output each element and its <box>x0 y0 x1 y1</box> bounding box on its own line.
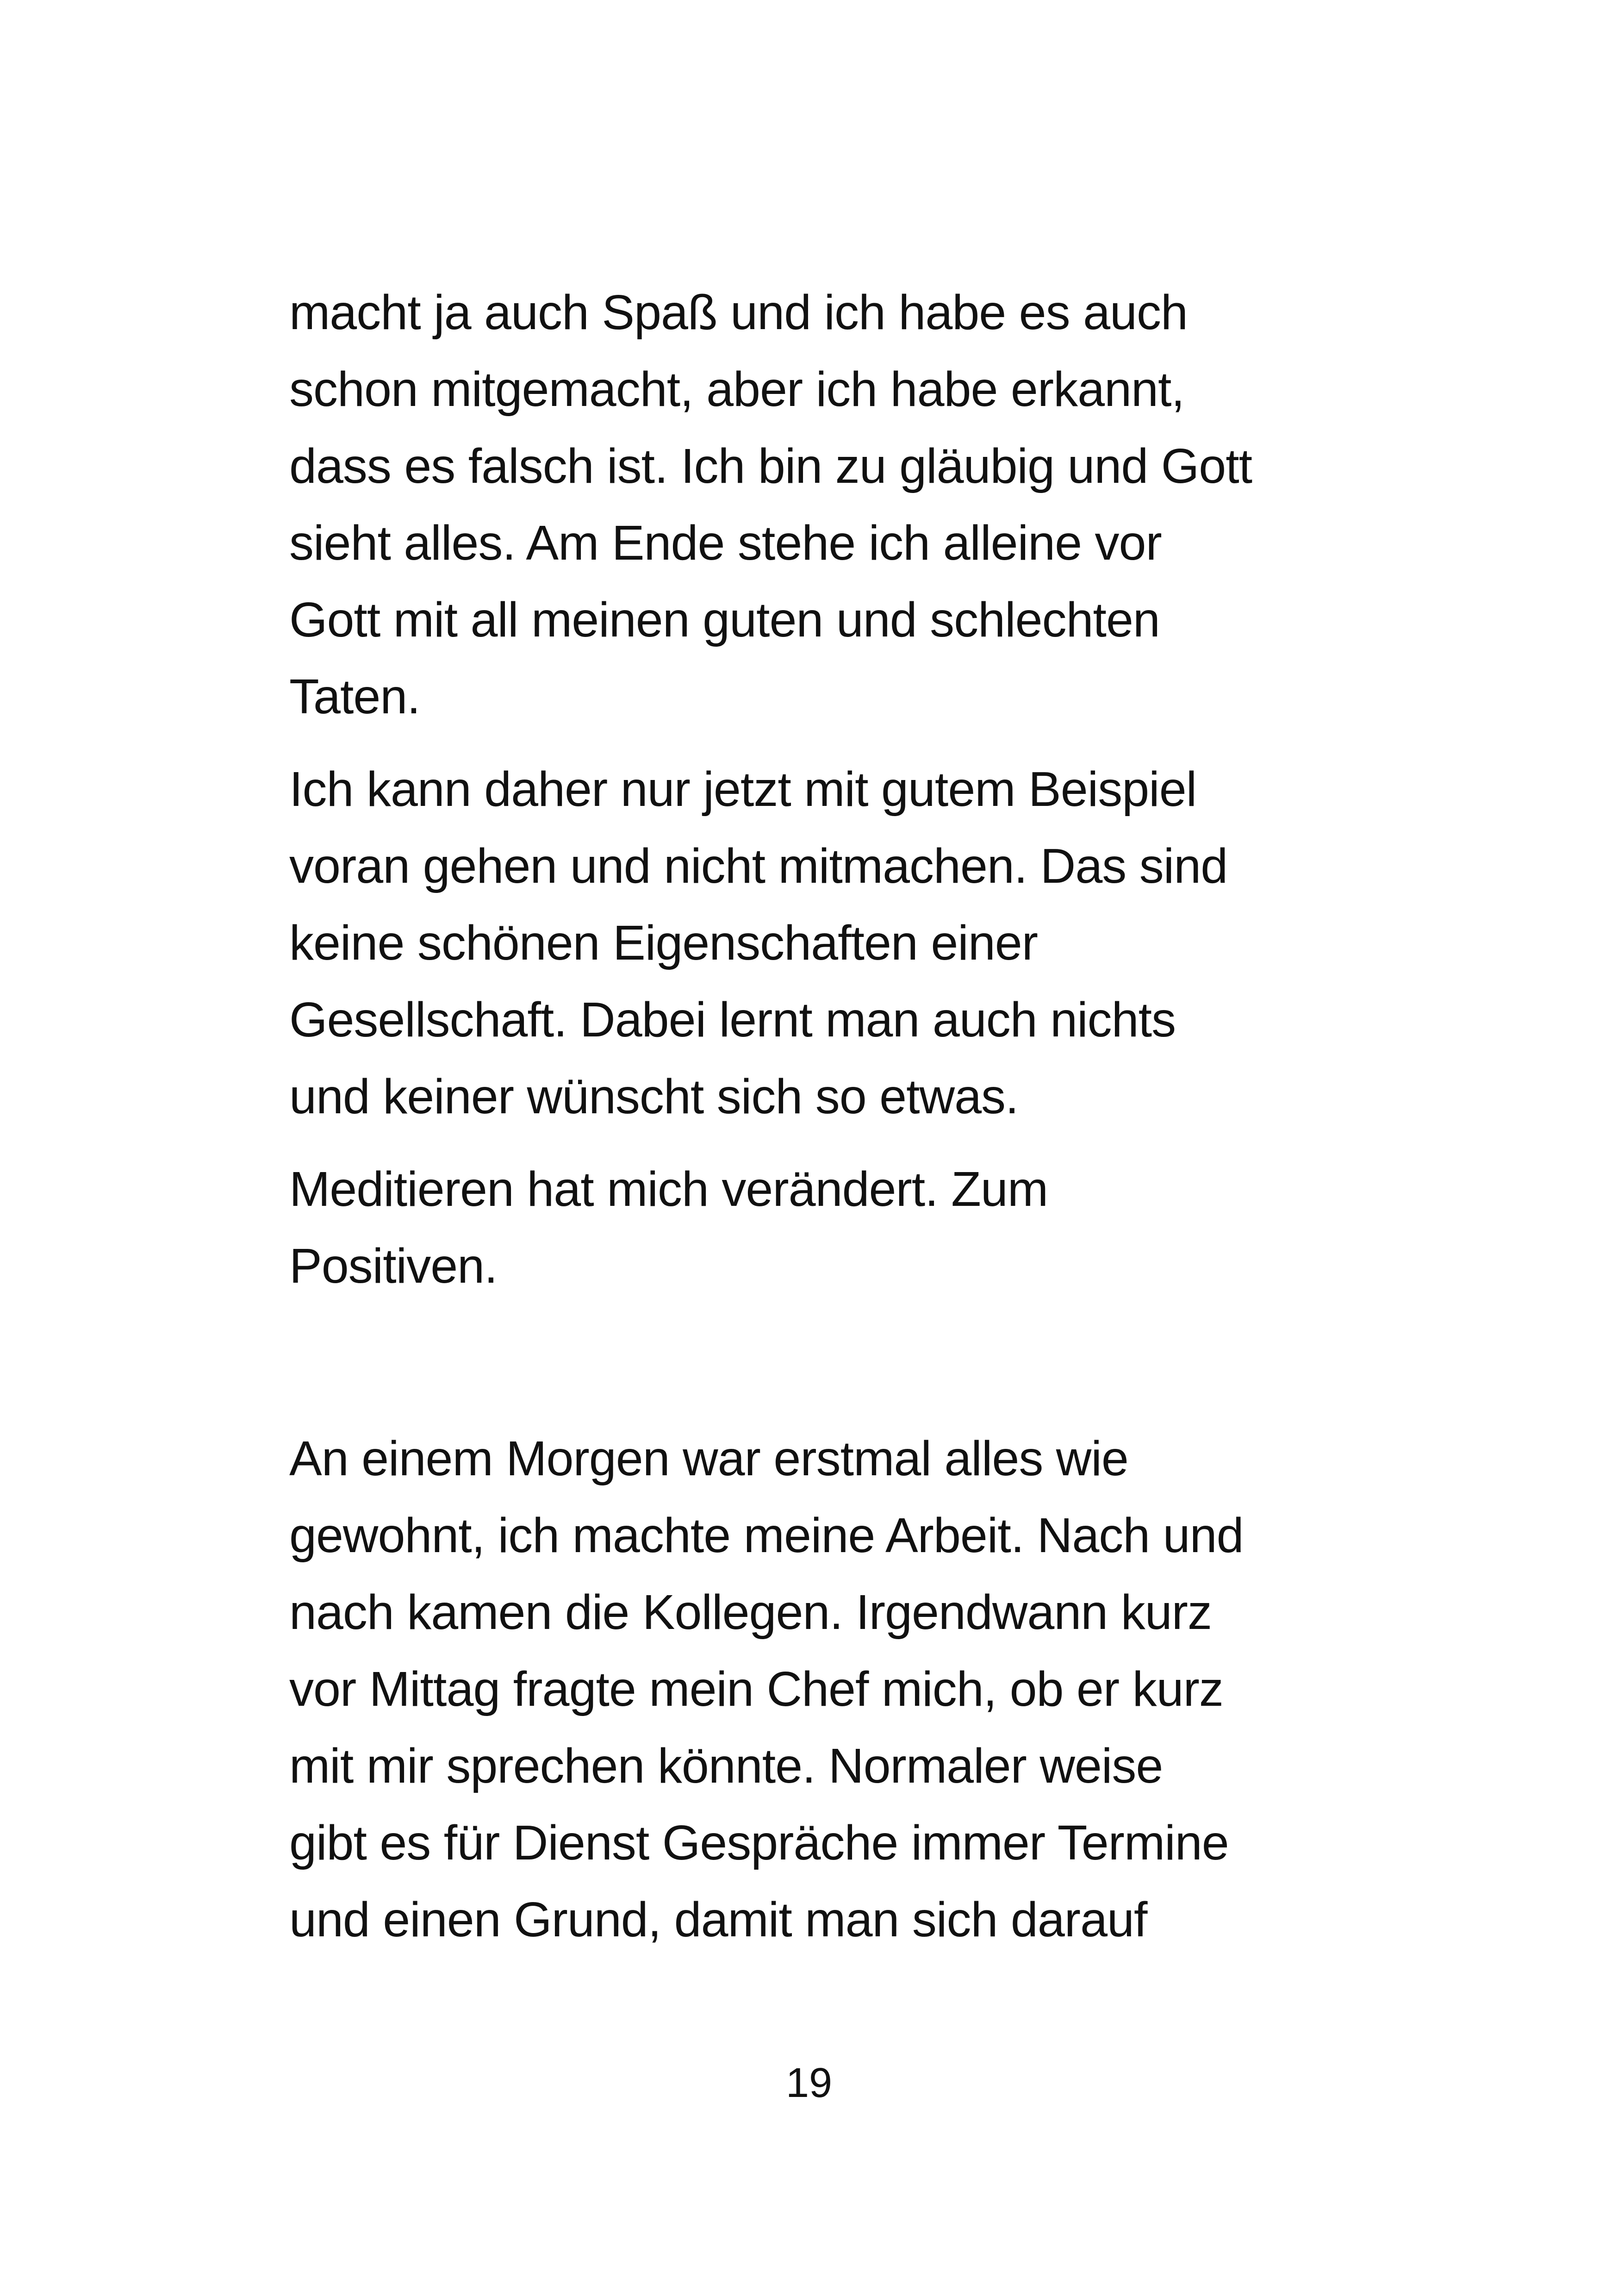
text-line: und keiner wünscht sich so etwas. <box>289 1069 1019 1124</box>
page-number: 19 <box>785 2060 833 2106</box>
text-line: und einen Grund, damit man sich darauf <box>289 1892 1147 1947</box>
text-line: voran gehen und nicht mitmachen. Das sind <box>289 839 1228 893</box>
text-line: gibt es für Dienst Gespräche immer Termine <box>289 1816 1229 1870</box>
text-line: Gesellschaft. Dabei lernt man auch nichts <box>289 992 1176 1047</box>
text-line: Meditieren hat mich verändert. Zum <box>289 1162 1048 1217</box>
text-line: keine schönen Eigenschaften einer <box>289 916 1038 970</box>
text-line: macht ja auch Spaß und ich habe es auch <box>289 285 1188 340</box>
text-line: An einem Morgen war erstmal alles wie <box>289 1431 1128 1486</box>
text-line: Ich kann daher nur jetzt mit gutem Beispiel <box>289 762 1197 817</box>
text-line: Gott mit all meinen guten und schlechten <box>289 593 1160 647</box>
text-line: vor Mittag fragte mein Chef mich, ob er kurz <box>289 1662 1223 1716</box>
text-line: Taten. <box>289 669 420 724</box>
text-line: schon mitgemacht, aber ich habe erkannt, <box>289 362 1184 417</box>
text-line: Positiven. <box>289 1239 498 1293</box>
text-line: nach kamen die Kollegen. Irgendwann kurz <box>289 1585 1212 1640</box>
text-line: dass es falsch ist. Ich bin zu gläubig und Gott <box>289 439 1252 493</box>
text-line: mit mir sprechen könnte. Normaler weise <box>289 1739 1163 1793</box>
text-line: sieht alles. Am Ende stehe ich alleine vor <box>289 516 1162 570</box>
text-line: gewohnt, ich machte meine Arbeit. Nach und <box>289 1508 1244 1563</box>
